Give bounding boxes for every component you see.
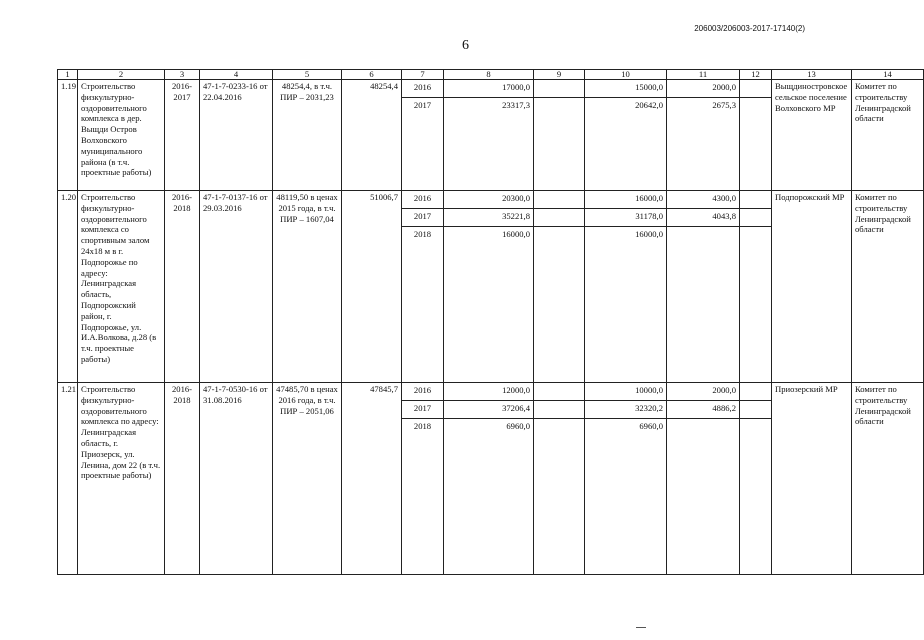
funding-column-c9: [534, 383, 585, 575]
funding-column-c10: [585, 383, 667, 575]
funding-value: 2016: [413, 385, 432, 395]
table-row: [58, 191, 924, 383]
funding-value: 20300,0: [502, 193, 530, 203]
funding-value: 15000,0: [635, 82, 663, 92]
funding-column-c11: [667, 383, 740, 575]
funding-value: [534, 383, 584, 401]
funding-value: 6960,0: [585, 419, 666, 437]
funding-value: 37206,4: [444, 401, 533, 419]
funding-value: 2016: [413, 193, 432, 203]
funding-value: [740, 401, 771, 419]
funding-column-c12: [740, 80, 772, 191]
estimated-cost-cell: 48254,4, в т.ч. ПИР – 2031,23: [273, 80, 342, 191]
funding-column-c10: [585, 191, 667, 383]
decree-cell: 47-1-7-0530-16 от 31.08.2016: [200, 383, 273, 575]
funding-column-year: [402, 383, 444, 575]
funding-value: 23317,3: [444, 98, 533, 116]
funding-value: [534, 401, 584, 419]
funding-value: 4886,2: [667, 401, 739, 419]
funding-value: [740, 419, 771, 437]
document-id: 206003/206003-2017-17140(2): [694, 24, 805, 33]
customer-cell: Комитет по строительству Ленинградской области: [852, 191, 924, 383]
funding-value: 2000,0: [712, 385, 736, 395]
funding-value: 4300,0: [712, 193, 736, 203]
column-header: 1: [58, 70, 78, 80]
column-header: 14: [852, 70, 924, 80]
table-row: [58, 383, 924, 575]
column-header: 3: [165, 70, 200, 80]
funding-column-c9: [534, 191, 585, 383]
municipality-cell: Подпорожский МР: [772, 191, 852, 383]
funding-value: 16000,0: [585, 227, 666, 245]
funding-value: [740, 209, 771, 227]
funding-value: [667, 227, 739, 245]
header-row: [58, 70, 924, 80]
column-header: 9: [534, 70, 585, 80]
funding-value: 16000,0: [444, 227, 533, 245]
funding-value: [534, 80, 584, 98]
funding-value: 2017: [402, 209, 443, 227]
funding-value: 10000,0: [635, 385, 663, 395]
column-header: 2: [78, 70, 165, 80]
column-header: 6: [342, 70, 402, 80]
funding-column-c12: [740, 191, 772, 383]
customer-cell: Комитет по строительству Ленинградской области: [852, 383, 924, 575]
estimated-cost-cell: 47485,70 в ценах 2016 года, в т.ч. ПИР – 2051,06: [273, 383, 342, 575]
funding-column-c11: [667, 191, 740, 383]
column-header: 12: [740, 70, 772, 80]
object-name-cell: Строительство физкультурно-оздоровительного комплекса по адресу: Ленинградская область, г. Приозерск, ул. Ленина, дом 22 (в т.ч. проектные работы): [78, 383, 165, 575]
funding-value: 6960,0: [444, 419, 533, 437]
total-cost-cell: 47845,7: [342, 383, 402, 575]
funding-column-c9: [534, 80, 585, 191]
funding-column-c8: [444, 191, 534, 383]
period-cell: 2016-2018: [165, 383, 200, 575]
funding-value: 16000,0: [635, 193, 663, 203]
funding-value: 20642,0: [585, 98, 666, 116]
funding-value: 32320,2: [585, 401, 666, 419]
column-header: 7: [402, 70, 444, 80]
funding-column-year: [402, 191, 444, 383]
funding-column-year: [402, 80, 444, 191]
funding-value: 35221,8: [444, 209, 533, 227]
funding-column-c12: [740, 383, 772, 575]
municipality-cell: Выщдиностровское сельское поселение Волховского МР: [772, 80, 852, 191]
funding-value: 2016: [413, 82, 432, 92]
column-header: 10: [585, 70, 667, 80]
column-header: 5: [273, 70, 342, 80]
funding-value: [534, 227, 584, 245]
object-name-cell: Строительство физкультурно-оздоровительного комплекса со спортивным залом 24х18 м в г. Подпорожье по адресу: Ленинградская область, Подпорожский район, г. Подпорожье, ул. И.А.Волкова, д.28 (в т.ч. проектные работы): [78, 191, 165, 383]
page-number: 6: [462, 38, 469, 53]
program-table: [57, 69, 924, 575]
column-header: 13: [772, 70, 852, 80]
column-header: 11: [667, 70, 740, 80]
row-number-cell: 1.20: [58, 191, 78, 383]
funding-column-c10: [585, 80, 667, 191]
funding-value: 2018: [402, 419, 443, 437]
funding-value: [740, 227, 771, 245]
column-header: 8: [444, 70, 534, 80]
funding-column-c8: [444, 80, 534, 191]
funding-value: 2675,3: [667, 98, 739, 116]
funding-value: 2018: [402, 227, 443, 245]
funding-value: 17000,0: [502, 82, 530, 92]
decree-cell: 47-1-7-0233-16 от 22.04.2016: [200, 80, 273, 191]
total-cost-cell: 48254,4: [342, 80, 402, 191]
funding-value: [534, 191, 584, 209]
row-number-cell: 1.21: [58, 383, 78, 575]
funding-value: [534, 209, 584, 227]
column-header: 4: [200, 70, 273, 80]
funding-value: 31178,0: [585, 209, 666, 227]
funding-value: [534, 98, 584, 116]
funding-column-c8: [444, 383, 534, 575]
funding-value: 2017: [402, 98, 443, 116]
funding-value: [534, 419, 584, 437]
funding-value: [740, 191, 771, 209]
total-cost-cell: 51006,7: [342, 191, 402, 383]
funding-value: 2000,0: [712, 82, 736, 92]
funding-value: 4043,8: [667, 209, 739, 227]
funding-value: [740, 80, 771, 98]
estimated-cost-cell: 48119,50 в ценах 2015 года, в т.ч. ПИР – 1607,04: [273, 191, 342, 383]
table-row: [58, 80, 924, 191]
period-cell: 2016-2017: [165, 80, 200, 191]
decree-cell: 47-1-7-0137-16 от 29.03.2016: [200, 191, 273, 383]
object-name-cell: Строительство физкультурно-оздоровительного комплекса в дер. Выщди Остров Волховского муниципального района (в т.ч. проектные работы): [78, 80, 165, 191]
funding-value: [667, 419, 739, 437]
funding-column-c11: [667, 80, 740, 191]
funding-value: 2017: [402, 401, 443, 419]
funding-value: [740, 383, 771, 401]
funding-value: [740, 98, 771, 116]
period-cell: 2016-2018: [165, 191, 200, 383]
municipality-cell: Приозерский МР: [772, 383, 852, 575]
scan-artifact: [636, 627, 646, 628]
row-number-cell: 1.19: [58, 80, 78, 191]
funding-value: 12000,0: [502, 385, 530, 395]
customer-cell: Комитет по строительству Ленинградской области: [852, 80, 924, 191]
